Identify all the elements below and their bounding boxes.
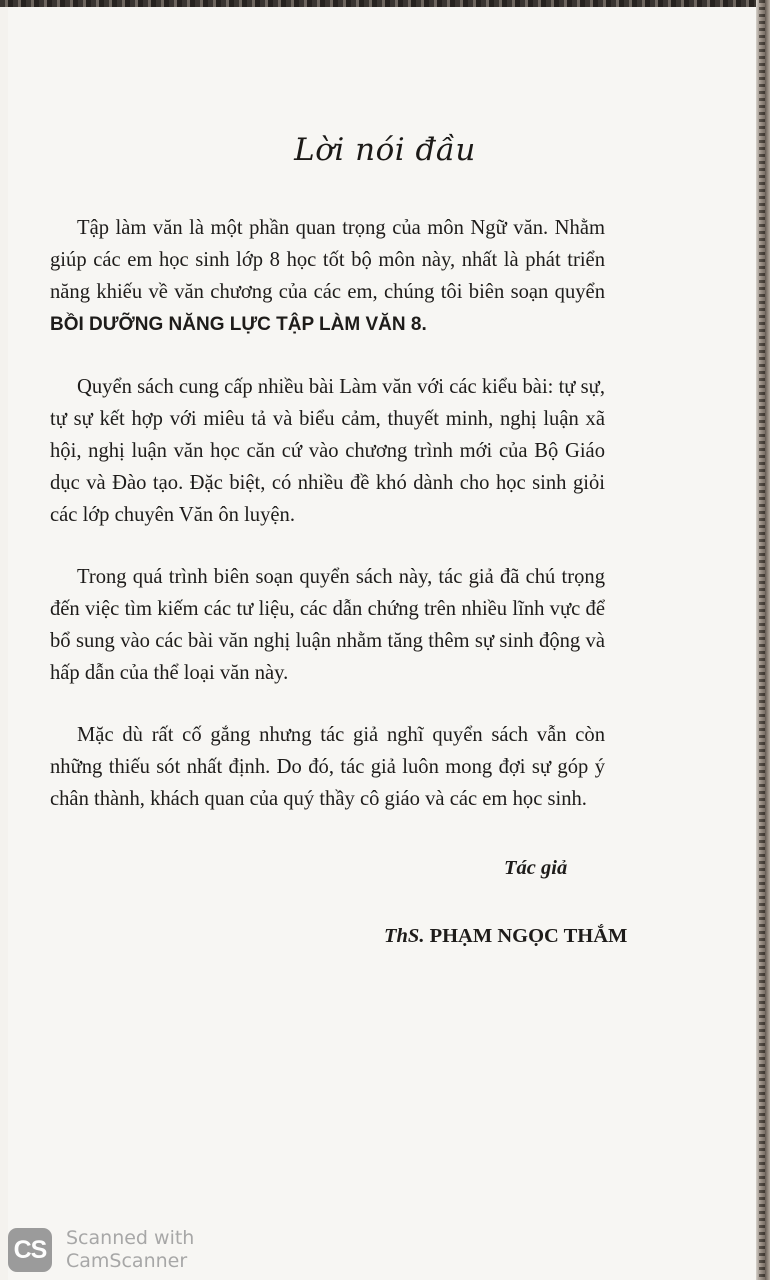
camscanner-logo-icon: CS <box>8 1228 52 1272</box>
paragraph-1 <box>50 212 605 341</box>
book-title: BỒI DƯỠNG NĂNG LỰC TẬP LÀM VĂN 8. <box>50 314 427 335</box>
paragraph-1-text: Tập làm văn là một phần quan trọng của môn Ngữ văn. Nhằm giúp các em học sinh lớp 8 học tốt bộ môn này, nhất là phát triển năng khiếu về văn chương của các em, chúng tôi biên soạn quyển <box>50 217 605 303</box>
paragraph-4: Mặc dù rất cố gắng nhưng tác giả nghĩ quyển sách vẫn còn những thiếu sót nhất định. Do đó, tác giả luôn mong đợi sự góp ý chân thành, khách quan của quý thầy cô giáo và các em học sinh. <box>50 724 605 810</box>
preface-body <box>50 212 605 845</box>
signature-name <box>384 925 627 948</box>
camscanner-watermark <box>8 1226 194 1274</box>
author-name: PHẠM NGỌC THẮM <box>429 925 628 947</box>
book-cover-edge-top <box>0 0 770 7</box>
author-degree: ThS. <box>384 925 425 947</box>
paragraph-3: Trong quá trình biên soạn quyển sách này, tác giả đã chú trọng đến việc tìm kiếm các tư liệu, các dẫn chứng trên nhiều lĩnh vực để bổ sung vào các bài văn nghị luận nhằm tăng thêm sự sinh động và hấp dẫn của thể loại văn này. <box>50 566 605 684</box>
paragraph-2: Quyển sách cung cấp nhiều bài Làm văn với các kiểu bài: tự sự, tự sự kết hợp với miêu tả và biểu cảm, thuyết minh, nghị luận xã hội, nghị luận văn học căn cứ vào chương trình mới của Bộ Giáo dục và Đào tạo. Đặc biệt, có nhiều đề khó dành cho học sinh giỏi các lớp chuyên Văn ôn luyện. <box>50 376 605 526</box>
book-cover-edge-right <box>756 0 770 1280</box>
watermark-line-1: Scanned with <box>66 1227 195 1249</box>
page-heading: Lời nói đầu <box>294 132 476 168</box>
signature-role: Tác giả <box>504 857 568 879</box>
watermark-text <box>66 1227 194 1273</box>
watermark-line-2: CamScanner <box>66 1250 188 1272</box>
